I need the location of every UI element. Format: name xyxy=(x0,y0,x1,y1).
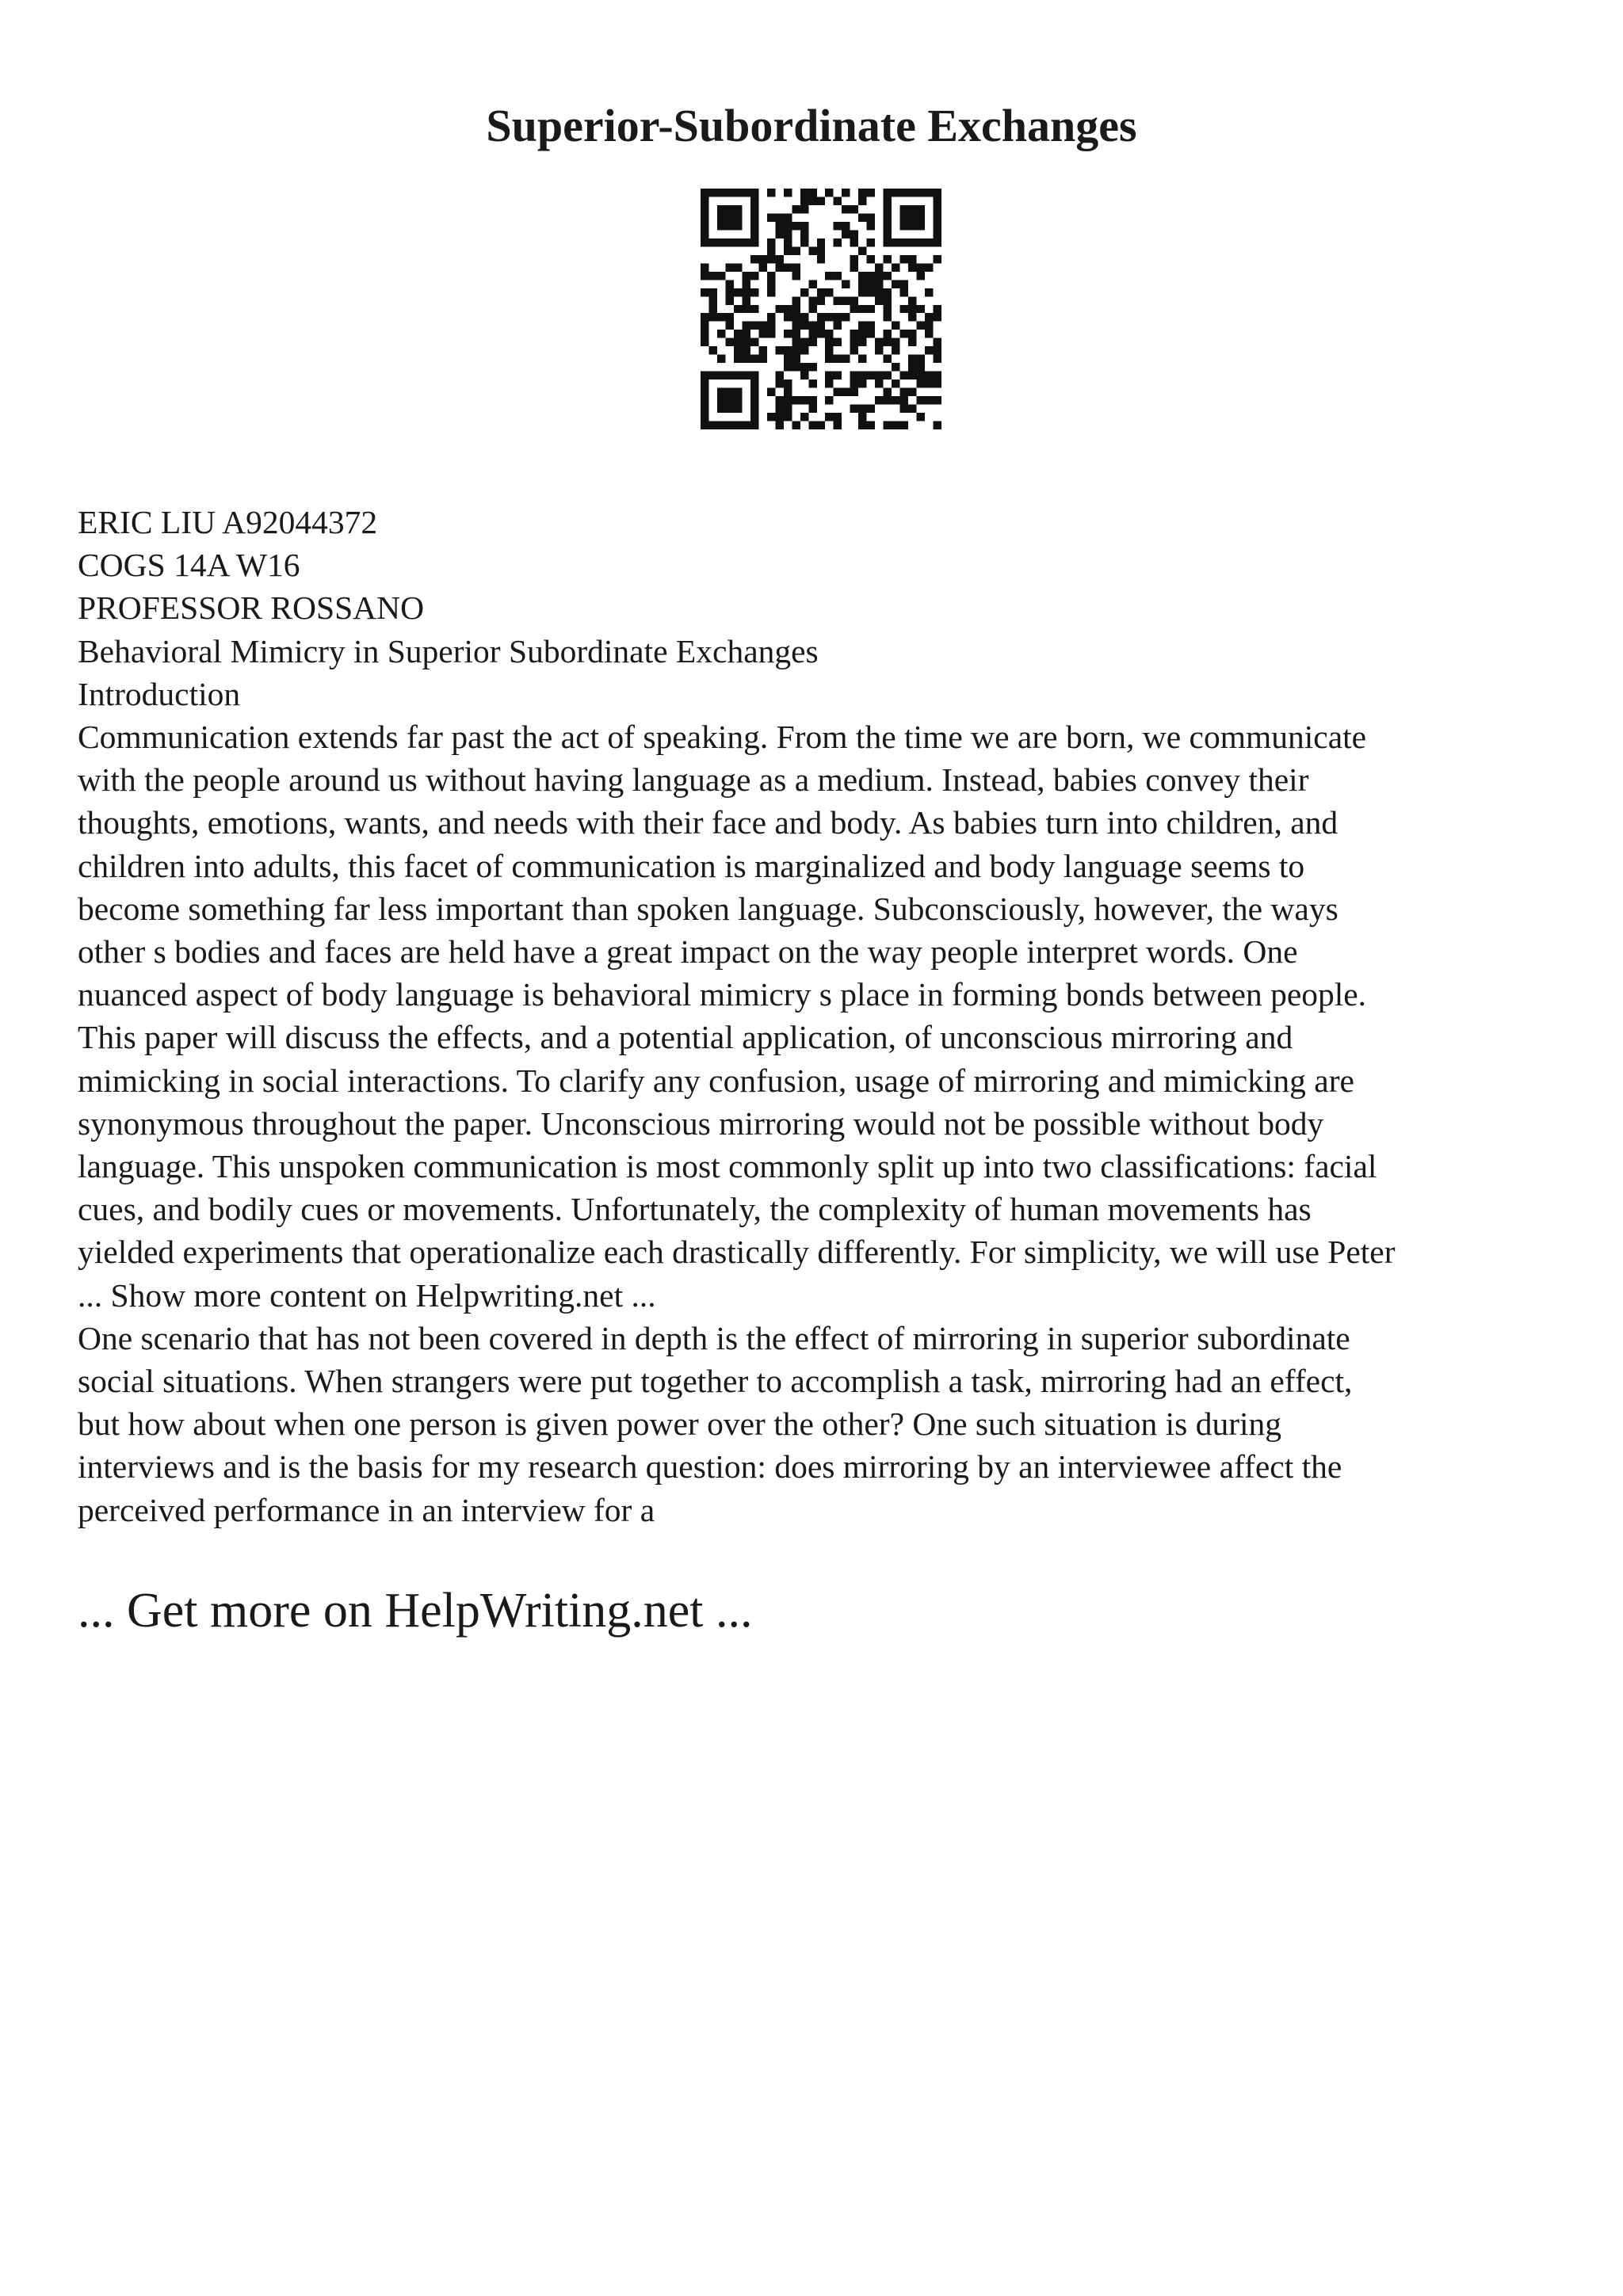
show-more-link[interactable]: ... Show more content on Helpwriting.net ... xyxy=(78,1276,656,1314)
course-line: COGS 14A W16 xyxy=(78,547,300,584)
paragraph-line: thoughts, emotions, wants, and needs with their face and body. As babies turn into children, and xyxy=(78,804,1338,841)
paragraph-line: other s bodies and faces are held have a great impact on the way people interpret words. One xyxy=(78,933,1298,971)
paragraph-line: but how about when one person is given power over the other? One such situation is during xyxy=(78,1405,1282,1443)
paragraph-line: perceived performance in an interview for a xyxy=(78,1491,655,1528)
paragraph-line: become something far less important than spoken language. Subconsciously, however, the ways xyxy=(78,890,1338,927)
paragraph-line: nuanced aspect of body language is behavioral mimicry s place in forming bonds between people. xyxy=(78,976,1367,1013)
get-more-link[interactable]: ... Get more on HelpWriting.net ... xyxy=(78,1584,753,1638)
paragraph-line: social situations. When strangers were put together to accomplish a task, mirroring had an effect, xyxy=(78,1363,1353,1400)
paragraph-line: One scenario that has not been covered in depth is the effect of mirroring in superior subordinate xyxy=(78,1319,1350,1356)
paper-title-line: Behavioral Mimicry in Superior Subordinate Exchanges xyxy=(78,632,819,669)
paragraph-line: children into adults, this facet of communication is marginalized and body language seems to xyxy=(78,847,1305,884)
document-title: Superior-Subordinate Exchanges xyxy=(486,100,1137,151)
qr-code-icon xyxy=(701,189,941,429)
paragraph-line: language. This unspoken communication is most commonly split up into two classifications: facial xyxy=(78,1148,1377,1185)
professor-line: PROFESSOR ROSSANO xyxy=(78,589,425,627)
paragraph-line: mimicking in social interactions. To clarify any confusion, usage of mirroring and mimicking are xyxy=(78,1062,1354,1099)
document-body xyxy=(78,501,1568,1531)
paragraph-line: with the people around us without having language as a medium. Instead, babies convey their xyxy=(78,761,1309,799)
author-line: ERIC LIU A92044372 xyxy=(78,504,378,540)
section-heading: Introduction xyxy=(78,675,241,712)
paragraph-line: synonymous throughout the paper. Unconscious mirroring would not be possible without body xyxy=(78,1104,1324,1142)
paragraph-line: yielded experiments that operationalize each drastically differently. For simplicity, we will use Peter xyxy=(78,1234,1396,1271)
paragraph-line: cues, and bodily cues or movements. Unfortunately, the complexity of human movements has xyxy=(78,1191,1312,1228)
paragraph-line: interviews and is the basis for my research question: does mirroring by an interviewee affect the xyxy=(78,1448,1342,1486)
paragraph-line: Communication extends far past the act of speaking. From the time we are born, we communicate xyxy=(78,719,1367,756)
paragraph-line: This paper will discuss the effects, and a potential application, of unconscious mirroring and xyxy=(78,1019,1293,1056)
